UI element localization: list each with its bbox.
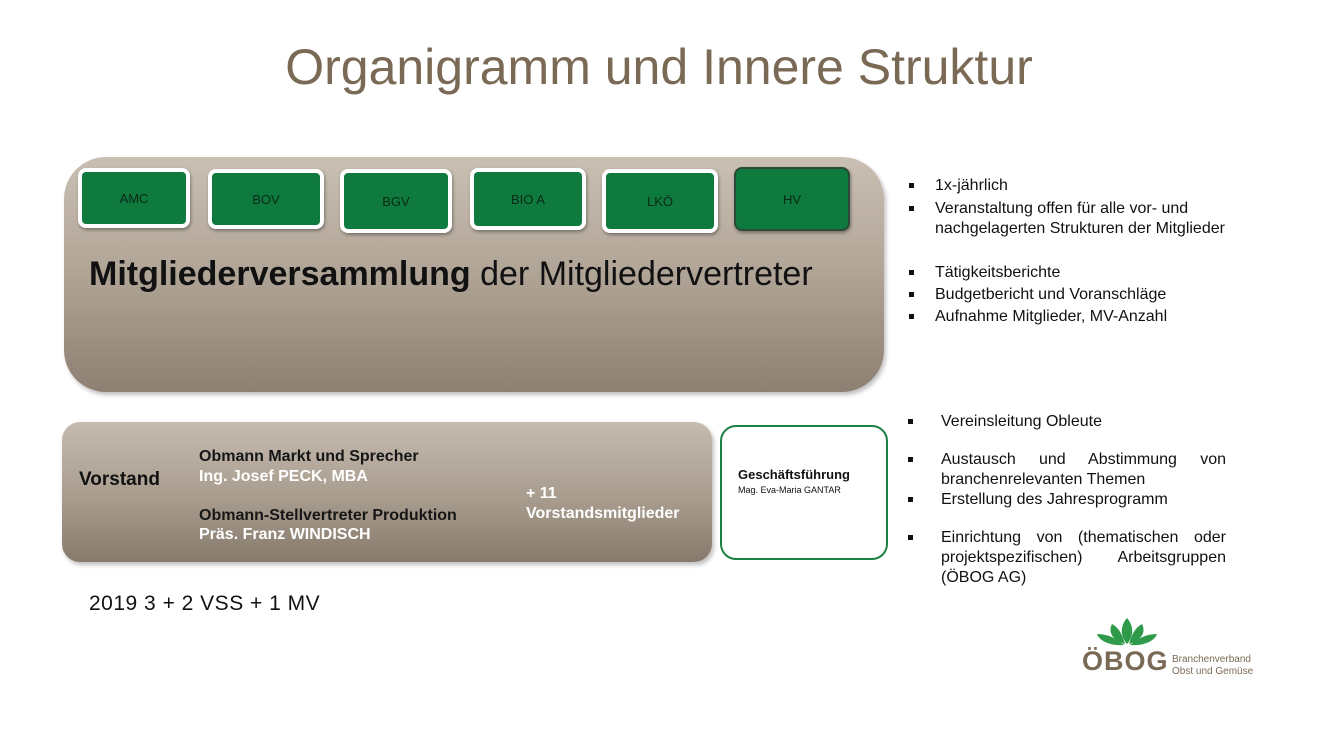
vorstand-role-1: Obmann Markt und Sprecher	[199, 448, 419, 465]
geschaeftsfuehrung-box	[720, 425, 888, 560]
member-bov: BOV	[208, 169, 324, 229]
list-item: 1x-jährlich	[907, 176, 1277, 196]
mitgliederversammlung-title-bold: Mitgliederversammlung	[89, 255, 471, 293]
list-item: Aufnahme Mitglieder, MV-Anzahl	[907, 307, 1277, 327]
member-bio-a: BIO A	[470, 168, 586, 230]
logo-subtitle-1: Branchenverband	[1172, 654, 1251, 665]
vorstand-members-count-number: + 11	[526, 485, 557, 502]
member-amc: AMC	[78, 168, 190, 228]
mitgliederversammlung-title	[89, 255, 813, 294]
vorstand-person-1: Ing. Josef PECK, MBA	[199, 468, 368, 485]
leaf-icon	[1092, 616, 1162, 650]
vorstand-role-2: Obmann-Stellvertreter Produktion	[199, 507, 457, 524]
vorstand-box	[62, 422, 712, 562]
member-hv: HV	[734, 167, 850, 231]
list-item: Erstellung des Jahresprogramm	[906, 490, 1226, 510]
list-item: Budgetbericht und Voranschläge	[907, 285, 1277, 305]
list-item: Einrichtung von (thematischen oder projektspezifischen) Arbeitsgruppen (ÖBOG AG)	[906, 528, 1226, 588]
mv-bullet-list-1	[907, 176, 1277, 239]
vorstand-members-count-label: Vorstandsmitglieder	[526, 505, 680, 522]
mitgliederversammlung-title-rest: der Mitgliedervertreter	[470, 255, 813, 293]
logo-wordmark: ÖBOG	[1082, 646, 1169, 676]
mv-bullet-list-2	[907, 263, 1277, 327]
note-2019: 2019 3 + 2 VSS + 1 MV	[89, 592, 321, 615]
list-item: Tätigkeitsberichte	[907, 263, 1277, 283]
logo-subtitle-2: Obst und Gemüse	[1172, 666, 1254, 677]
list-item: Vereinsleitung Obleute	[906, 412, 1226, 432]
vorstand-label: Vorstand	[79, 469, 160, 490]
oebog-logo	[1082, 616, 1262, 686]
geschaeftsfuehrung-title: Geschäftsführung	[738, 467, 850, 482]
page-title: Organigramm und Innere Struktur	[285, 39, 1033, 95]
gf-bullet-list	[906, 412, 1226, 588]
member-bgv: BGV	[340, 169, 452, 233]
geschaeftsfuehrung-name: Mag. Eva-Maria GANTAR	[738, 485, 841, 495]
list-item: Austausch und Abstimmung von branchenrelevanten Themen	[906, 450, 1226, 490]
mitgliederversammlung-box	[64, 157, 884, 392]
vorstand-person-2: Präs. Franz WINDISCH	[199, 526, 371, 543]
list-item: Veranstaltung offen für alle vor- und nachgelagerten Strukturen der Mitglieder	[907, 199, 1277, 239]
member-lko: LKÖ	[602, 169, 718, 233]
vorstand-members-count	[526, 484, 680, 524]
